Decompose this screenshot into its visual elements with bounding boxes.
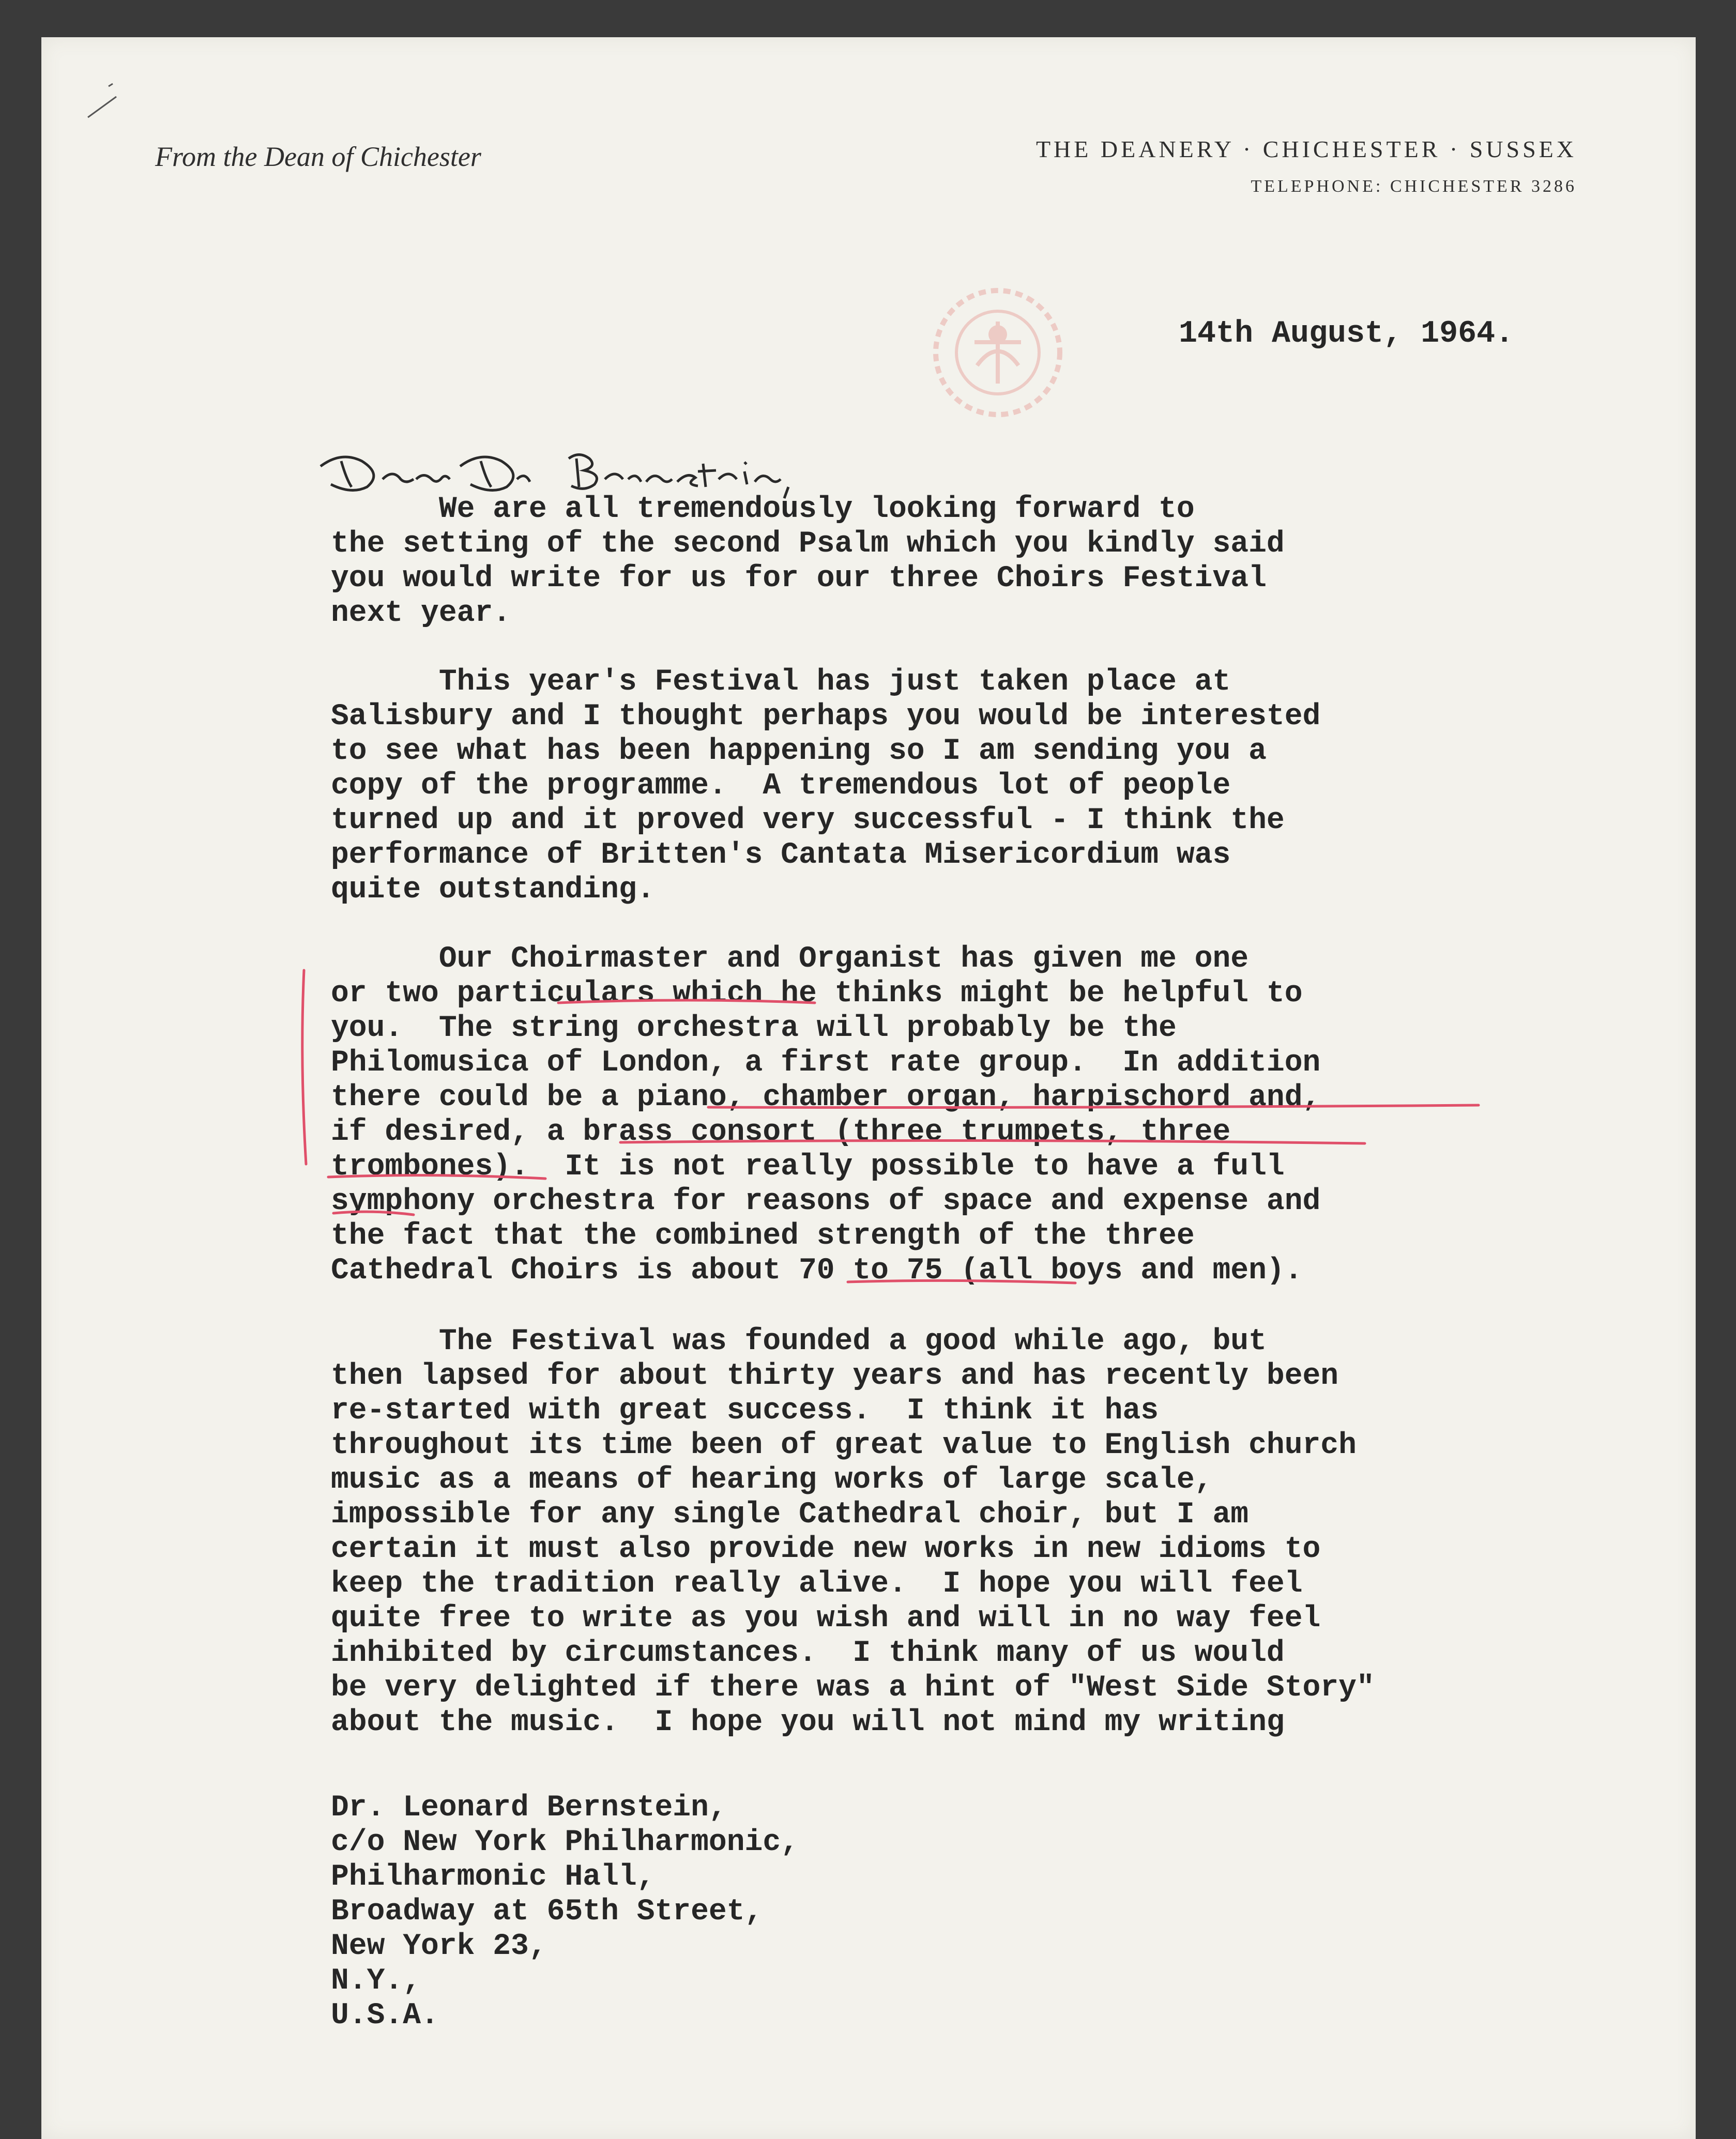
text-line: you would write for us for our three Choirs Festival: [331, 562, 1267, 595]
text-line: turned up and it proved very successful - I think the: [331, 804, 1285, 837]
text-line: music as a means of hearing works of large scale,: [331, 1463, 1213, 1497]
text-line: about the music. I hope you will not mind my writing: [331, 1706, 1285, 1739]
text-line: inhibited by circumstances. I think many of us would: [331, 1637, 1285, 1670]
text-line: Philomusica of London, a first rate group. In addition: [331, 1046, 1321, 1080]
text-line: Our Choirmaster and Organist has given me one: [331, 942, 1249, 976]
text-line: next year.: [331, 597, 511, 630]
address-line: Philharmonic Hall,: [331, 1860, 655, 1894]
address-line: c/o New York Philharmonic,: [331, 1826, 799, 1859]
text-line: be very delighted if there was a hint of "West Side Story": [331, 1671, 1375, 1705]
text-line: or two particulars which he thinks might be helpful to: [331, 977, 1303, 1011]
address-line: N.Y.,: [331, 1964, 421, 1998]
letterhead-telephone: TELEPHONE: CHICHESTER 3286: [1251, 177, 1577, 196]
deanery-seal-stamp: [920, 275, 1075, 430]
text-line: the setting of the second Psalm which you kindly said: [331, 527, 1285, 561]
text-line: you. The string orchestra will probably be the: [331, 1012, 1177, 1045]
address-line: Dr. Leonard Bernstein,: [331, 1791, 727, 1825]
paragraph-4: [331, 1324, 1375, 1740]
text-line: trombones). It is not really possible to have a full: [331, 1150, 1285, 1184]
paragraph-2: [331, 665, 1320, 907]
text-line: the fact that the combined strength of the three: [331, 1219, 1195, 1253]
text-line: impossible for any single Cathedral choir, but I am: [331, 1498, 1249, 1532]
text-line: performance of Britten's Cantata Misericordium was: [331, 838, 1231, 872]
text-line: symphony orchestra for reasons of space and expense and: [331, 1185, 1321, 1218]
letter-page: [41, 37, 1696, 2139]
text-line: then lapsed for about thirty years and has recently been: [331, 1359, 1339, 1393]
text-line: Salisbury and I thought perhaps you would be interested: [331, 700, 1321, 734]
text-line: The Festival was founded a good while ago, but: [331, 1325, 1267, 1358]
text-line: keep the tradition really alive. I hope you will feel: [331, 1567, 1303, 1601]
letter-date: 14th August, 1964.: [1179, 316, 1514, 352]
text-line: re-started with great success. I think it has: [331, 1394, 1159, 1428]
text-line: there could be a piano, chamber organ, harpischord and,: [331, 1081, 1321, 1114]
text-line: if desired, a brass consort (three trumpets, three: [331, 1116, 1231, 1149]
letterhead-from: From the Dean of Chichester: [155, 141, 481, 172]
paragraph-3: [331, 942, 1320, 1288]
address-line: New York 23,: [331, 1930, 547, 1963]
text-line: copy of the programme. A tremendous lot of people: [331, 769, 1231, 803]
corner-mark: [72, 68, 134, 130]
recipient-address: [331, 1791, 799, 2033]
address-line: U.S.A.: [331, 1999, 439, 2033]
text-line: quite free to write as you wish and will in no way feel: [331, 1602, 1321, 1636]
text-line: throughout its time been of great value to English church: [331, 1429, 1357, 1462]
address-line: Broadway at 65th Street,: [331, 1895, 763, 1929]
margin-line: [302, 970, 306, 1164]
text-line: certain it must also provide new works in new idioms to: [331, 1533, 1321, 1566]
text-line: Cathedral Choirs is about 70 to 75 (all boys and men).: [331, 1254, 1303, 1288]
text-line: to see what has been happening so I am sending you a: [331, 735, 1267, 768]
letterhead-address: THE DEANERY · CHICHESTER · SUSSEX: [1035, 136, 1577, 162]
text-line: This year's Festival has just taken place at: [331, 665, 1231, 699]
paragraph-1: [331, 492, 1285, 631]
text-line: We are all tremendously looking forward to: [331, 493, 1195, 526]
text-line: quite outstanding.: [331, 873, 655, 907]
